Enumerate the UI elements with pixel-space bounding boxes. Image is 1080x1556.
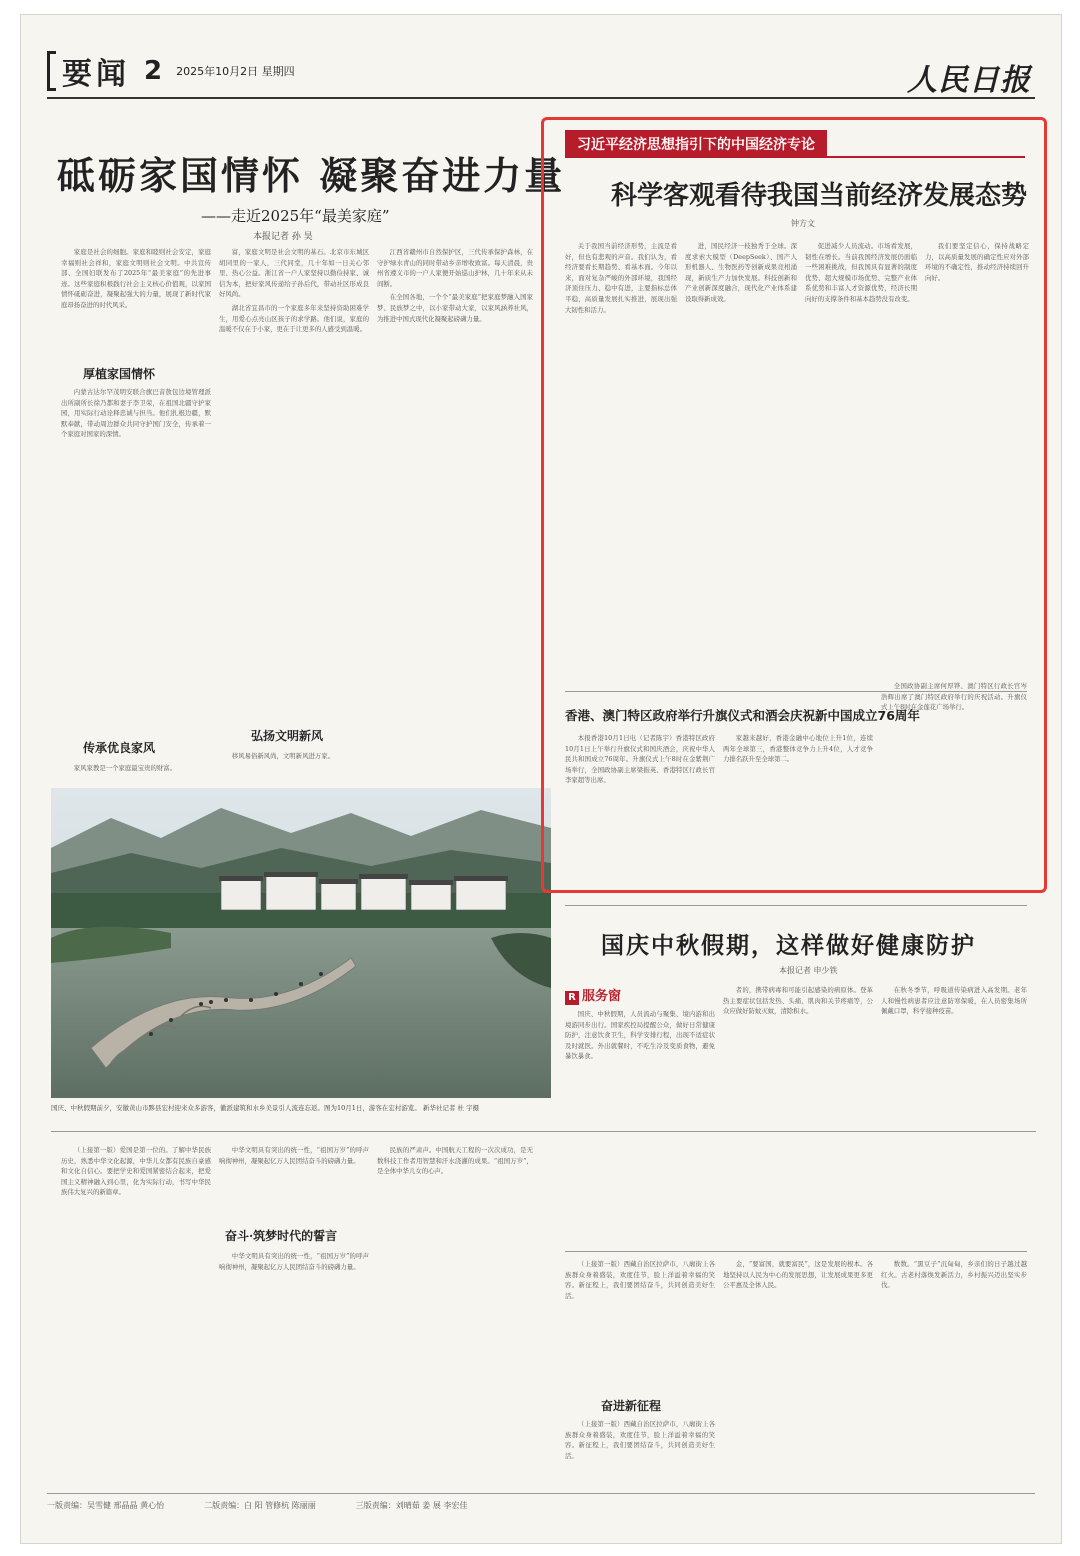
economy-col4-text: 我们要坚定信心，保持战略定力，以高质量发展的确定性应对外部环境的不确定性，推动经济持续回升向好。 bbox=[925, 242, 1029, 282]
footer-editors-2: 二版责编：白 阳 管修杭 陈丽丽 bbox=[204, 1500, 316, 1510]
health-col3 bbox=[881, 985, 1027, 1239]
health-col3-text: 在秋冬季节，呼吸道传染病进入高发期。老年人和慢性病患者应注意防寒保暖，在人员密集场所佩戴口罩，科学接种疫苗。 bbox=[881, 986, 1027, 1016]
economy-col1 bbox=[565, 241, 677, 681]
footer-editors-3: 三版责编：刘晴茹 姜 展 李宏佳 bbox=[355, 1500, 468, 1510]
issue-date: 2025年10月2日 星期四 bbox=[176, 65, 295, 78]
family-col2 bbox=[219, 247, 369, 717]
economy-col1-text: 关于我国当前经济形势，主流是看好，但也有悲观的声音。我们认为，看经济要看长期趋势、看基本面。今年以来，面对复杂严峻的外部环境，我国经济顶住压力、稳中有进，主要指标总体平稳，高质量发展扎实推进，展现出强大韧性和活力。 bbox=[565, 242, 677, 314]
lower-col1-text: （上接第一版）爱国是第一位的。了解中华民族历史，熟悉中华文化起源，中华儿女都有民族自豪感和文化自信心。要把学史和爱国紧密结合起来，把爱国主义精神融入到心里，化为实际行动，书写中华民族伟大复兴的新篇章。 bbox=[61, 1146, 211, 1197]
lower-col3 bbox=[377, 1145, 533, 1485]
economy-col3-text: 促进减少人员流动。市场看发展，韧性在增长。当前我国经济发展仍面临一些困难挑战，但我国具有显著的制度优势、超大规模市场优势、完整产业体系优势和丰富人才资源优势，经济长期向好的支撑条件和基本趋势没有改变。 bbox=[805, 242, 917, 303]
family-byline: 本报记者 孙 昊 bbox=[253, 232, 313, 242]
service-icon: R bbox=[565, 991, 579, 1005]
newspaper-logo: 人民日报 bbox=[907, 63, 1031, 98]
column-tag-rule bbox=[565, 156, 1025, 158]
lower-col2b bbox=[219, 1251, 369, 1485]
family-section-head-1: 厚植家国情怀 bbox=[83, 367, 156, 381]
lower-col3-text: 民族的严肃声。中国航天工程的一次次成功，是无数科技工作者用智慧和汗水浇灌的成果。“祖国万岁”，是全体中华儿女的心声。 bbox=[377, 1146, 533, 1176]
lower-col4-text: （上接第一版）西藏自治区拉萨市，八廓街上各族群众身着盛装，欢度佳节，脸上洋溢着幸福的笑容。新征程上，我们要团结奋斗，共同创造美好生活。 bbox=[565, 1260, 715, 1300]
masthead bbox=[47, 53, 295, 92]
lower-col6 bbox=[881, 1259, 1027, 1485]
page-number: 2 bbox=[144, 56, 163, 86]
lower-col5-text: 金，“要富国，就要富民”，这是发展的根本。各地坚持以人民为中心的发展思想，让发展成果更多更公平惠及全体人民。 bbox=[723, 1260, 873, 1290]
family-col1b bbox=[61, 387, 211, 727]
family-section-head-2: 传承优良家风 bbox=[83, 741, 156, 755]
family-col1c bbox=[61, 763, 211, 777]
health-col1 bbox=[565, 1009, 715, 1239]
hk-col2 bbox=[723, 733, 873, 883]
service-window-label bbox=[565, 985, 621, 1005]
family-col2-text: 富，家庭文明是社会文明的基石。北京市东城区胡同里的一家人，三代同堂，几十年如一日关心邻里、热心公益。浙江省一户人家坚持以勤俭持家、诚信为本，把好家风传递给子孙后代，带动社区形成良好风尚。 bbox=[219, 248, 369, 299]
lower-col2 bbox=[219, 1145, 369, 1215]
economy-col2 bbox=[685, 241, 797, 681]
family-subhead: ——走近2025年“最美家庭” bbox=[201, 207, 390, 225]
health-col2 bbox=[723, 985, 873, 1239]
lower-col6-text: 数数。“黑豆子”沉甸甸，乡亲们的日子越过越红火。古老村落焕发新活力，乡村振兴迈出坚实步伐。 bbox=[881, 1260, 1027, 1290]
hk-col1 bbox=[565, 733, 715, 883]
hk-col3 bbox=[881, 681, 1027, 883]
family-col1-text: 家庭是社会的细胞。家庭和睦则社会安定，家庭幸福则社会祥和，家庭文明则社会文明。中共宣传部、全国妇联发布了2025年“最美家庭”的先进事迹。这些家庭积极践行社会主义核心价值观，以家国情怀砥砺奋进，凝聚起强大的力量，展现了新时代家庭昂扬奋进的时代风采。 bbox=[61, 248, 211, 309]
family-col3b-text: 在全国各地，一个个“最美家庭”把家庭梦融入国家梦、民族梦之中，以小家带动大家，以家风涵养社风，为推进中国式现代化凝聚起磅礴力量。 bbox=[377, 293, 533, 323]
lower-col2-text: 中华文明具有突出的统一性，“祖国万岁”的呼声响彻神州，凝聚起亿万人民团结奋斗的磅礴力量。 bbox=[219, 1146, 369, 1165]
newspaper-page bbox=[20, 14, 1062, 1544]
health-col2-text: 者的，携带病毒和可能引起感染的病原体。登革热主要症状包括发热、头痛、肌肉和关节疼痛等，公众应做好防蚊灭蚊，清除积水。 bbox=[723, 986, 873, 1016]
family-section-head-3: 弘扬文明新风 bbox=[251, 729, 324, 743]
column-tag: 习近平经济思想指引下的中国经济专论 bbox=[565, 130, 827, 158]
lower-col2b-text: 中华文明具有突出的统一性，“祖国万岁”的呼声响彻神州，凝聚起亿万人民团结奋斗的磅礴力量。 bbox=[219, 1252, 369, 1271]
lower-col4b-text: （上接第一版）西藏自治区拉萨市，八廓街上各族群众身着盛装，欢度佳节，脸上洋溢着幸福的笑容。新征程上，我们要团结奋斗，共同创造美好生活。 bbox=[565, 1420, 715, 1460]
family-col1 bbox=[61, 247, 211, 355]
editor-footer bbox=[47, 1493, 1035, 1516]
health-title: 国庆中秋假期，这样做好健康防护 bbox=[601, 933, 976, 959]
hk-col2-text: 家越来越好，香港金融中心地位上升1位，连续两年全球第三，香港整体竞争力上升4位，人才竞争力排名跃升至全球第二。 bbox=[723, 734, 873, 764]
lower-right-rule bbox=[565, 1251, 1027, 1252]
family-col2b-text: 湖北省宜昌市的一个家庭多年来坚持资助困难学生，用爱心点亮山区孩子的求学路。他们说，家庭的温暖不仅在于小家，更在于让更多的人感受到温暖。 bbox=[219, 303, 369, 334]
economy-col4 bbox=[925, 241, 1029, 681]
hk-col3-text: 全国政协副主席何厚铧、澳门特区行政长官岑浩辉出席了澳门特区政府举行的庆祝活动。升旗仪式上午8时在金莲花广场举行。 bbox=[881, 682, 1027, 712]
economy-col2-text: 进，国民经济一枝独秀于全球。深度求索大模型（DeepSeek）、国产人形机器人、生物医药等创新成果竞相涌现，新质生产力加快发展。科技创新和产业创新深度融合，现代化产业体系建设取得新成效。 bbox=[685, 242, 797, 303]
family-col3-text: 江西省赣州市自然保护区，三代传承保护森林，在守护绿水青山的同时带动乡亲增收致富。每天清晨，贵州省遵义市的一户人家便开始巡山护林，几十年来从未间断。 bbox=[377, 248, 533, 288]
photo-caption: 国庆、中秋假期前夕，安徽黄山市黟县宏村迎来众多游客，徽派建筑和水乡美景引人流连忘返。图为10月1日，游客在宏村游览。 新华社记者 杜 宇摄 bbox=[51, 1104, 480, 1112]
hk-col1-text: 本报香港10月1日电（记者陈宇）香港特区政府10月1日上午举行升旗仪式和国庆酒会，庆祝中华人民共和国成立76周年。升旗仪式上午8时在金紫荆广场举行，全国政协副主席梁振英、香港特区行政长官李家超等出席。 bbox=[565, 734, 715, 785]
health-divider bbox=[565, 905, 1027, 906]
health-col1-text: 国庆、中秋假期，人员流动与聚集、境内游和出境游同步出行。国家疾控局提醒公众，做好日常健康防护，注意饮食卫生，科学安排行程，出现不适症状及时就医。外出就餐时，不吃生冷及变质食物，避免暴饮暴食。 bbox=[565, 1010, 715, 1061]
lower-col4b bbox=[565, 1419, 715, 1485]
lower-col1 bbox=[61, 1145, 211, 1485]
economy-author: 钟方文 bbox=[791, 219, 815, 228]
service-label-text: 服务窗 bbox=[582, 989, 622, 1004]
family-col3 bbox=[377, 247, 533, 777]
lower-col4 bbox=[565, 1259, 715, 1389]
lower-section-head-2: 奋进新征程 bbox=[601, 1399, 662, 1413]
masthead-rule bbox=[47, 97, 1035, 99]
hongcun-village-photo bbox=[51, 788, 551, 1098]
photo-illustration bbox=[51, 788, 551, 1098]
section-bracket bbox=[47, 51, 56, 91]
family-col1b-text: 内蒙古达尔罕茂明安联合旗巴音敖包边境管理派出所副所长徐乃都和妻子李卫荣，在祖国北疆守护家园，用实际行动诠释忠诚与担当。他们扎根边疆，默默奉献，带动周边群众共同守护国门安全，传承着一个家庭对国家的深情。 bbox=[61, 388, 211, 439]
lower-section-rule bbox=[51, 1131, 1036, 1132]
economy-title: 科学客观看待我国当前经济发展态势 bbox=[611, 181, 1028, 211]
economy-col3 bbox=[805, 241, 917, 681]
family-headline: 砥砺家国情怀 凝聚奋进力量 bbox=[57, 154, 566, 198]
footer-editors-1: 一版责编：吴雪健 邢晶晶 黄心怡 bbox=[47, 1500, 165, 1510]
lower-section-head-1: 奋斗·筑梦时代的誓言 bbox=[225, 1229, 338, 1243]
lower-col5 bbox=[723, 1259, 873, 1485]
hk-title: 香港、澳门特区政府举行升旗仪式和酒会庆祝新中国成立76周年 bbox=[565, 708, 920, 723]
health-byline: 本报记者 申少铁 bbox=[779, 966, 838, 975]
family-col1c-text: 家风家教是一个家庭最宝贵的财富。 bbox=[73, 764, 177, 772]
family-col2c bbox=[219, 751, 369, 779]
family-col2c-text: 移风易俗新风尚，文明新风进万家。 bbox=[231, 752, 335, 760]
section-name: 要闻 bbox=[62, 57, 130, 92]
